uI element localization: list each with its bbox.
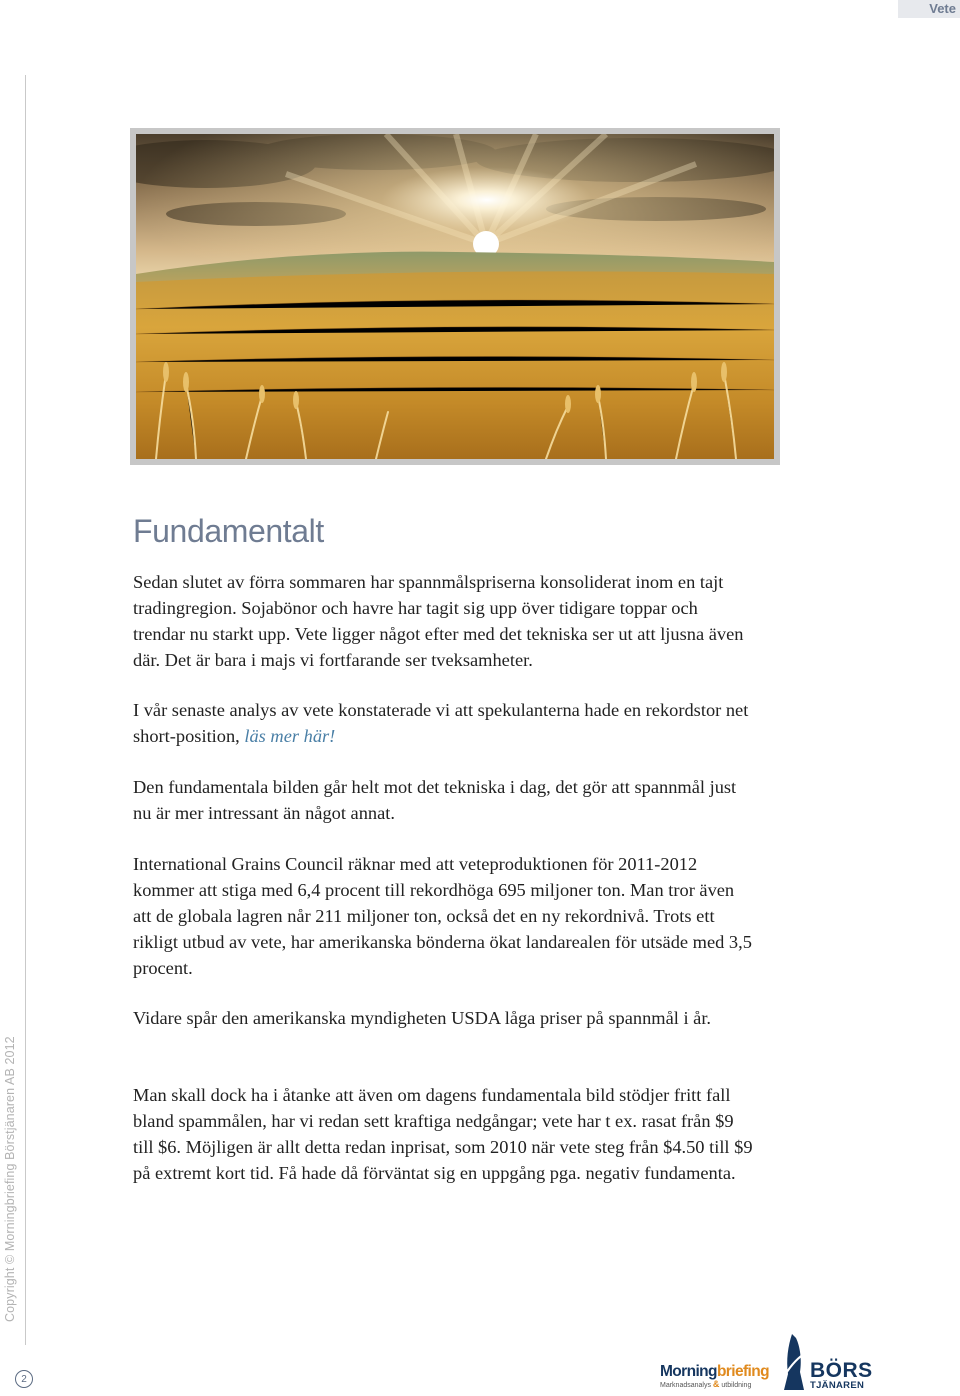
borstjanaren-logo <box>778 1332 882 1392</box>
copyright-notice: Copyright © Morningbriefing Börstjänaren AB 2012 <box>3 1036 17 1322</box>
paragraph: Den fundamentala bilden går helt mot det tekniska i dag, det gör att spannmål just nu är mer intressant än något annat. <box>133 777 737 823</box>
section-label: Vete <box>929 1 956 16</box>
section-tag <box>898 0 960 18</box>
paragraph: Vidare spår den amerikanska myndigheten USDA låga priser på spannmål i år. <box>133 1008 712 1028</box>
morningbriefing-wordmark: Morningbriefing <box>660 1363 769 1380</box>
paragraph: Man skall dock ha i åtanke att även om dagens fundamentala bild stödjer fritt fall bland spammålen, har vi redan sett kraftiga nedgångar; vete har t ex. rasat från $9 till $6. Möjligen är allt detta redan inprisat, som 2010 när vete steg från $4.50 till $9 på extremt kort tid. Få hade då förväntat sig en uppgång pga. negativ fundamenta. <box>133 1085 753 1183</box>
margin-rule <box>25 75 26 1345</box>
paragraph-text: I vår senaste analys av vete konstaterade vi att spekulanterna hade en rekordstor net short-position, <box>133 700 749 746</box>
footer-logos <box>656 1328 884 1392</box>
section-heading: Fundamentalt <box>133 513 324 549</box>
paragraph: Sedan slutet av förra sommaren har spannmålspriserna konsoliderat inom en tajt tradingregion. Sojabönor och havre har tagit sig upp över tidigare toppar och trendar nu starkt upp. Vete ligger något efter med det tekniska ser ut att ljusna även där. Det är bara i majs vi fortfarande ser tveksamheter. <box>133 572 744 670</box>
paragraph <box>133 697 753 749</box>
borstjanaren-subtitle: TJÄNAREN <box>810 1380 865 1391</box>
read-more-link[interactable]: läs mer här! <box>244 726 336 746</box>
paragraph: International Grains Council räknar med att veteproduktionen för 2011-2012 kommer att stiga med 6,4 procent till rekordhöga 695 miljoner ton. Man tror även att de globala lagren når 211 miljoner ton, också det en ny rekordnivå. Trots ett rikligt utbud av vete, har amerikanska bönderna ökat landarealen för utsäde med 3,5 procent. <box>133 854 752 978</box>
hero-photo-wheat-field-sunset <box>130 128 780 465</box>
borstjanaren-mark-icon <box>778 1332 808 1392</box>
page-number: 2 <box>15 1370 33 1388</box>
morningbriefing-logo <box>660 1363 769 1390</box>
morningbriefing-tagline: Marknadsanalys & utbildning <box>660 1379 752 1389</box>
borstjanaren-wordmark: BÖRS <box>810 1359 873 1382</box>
